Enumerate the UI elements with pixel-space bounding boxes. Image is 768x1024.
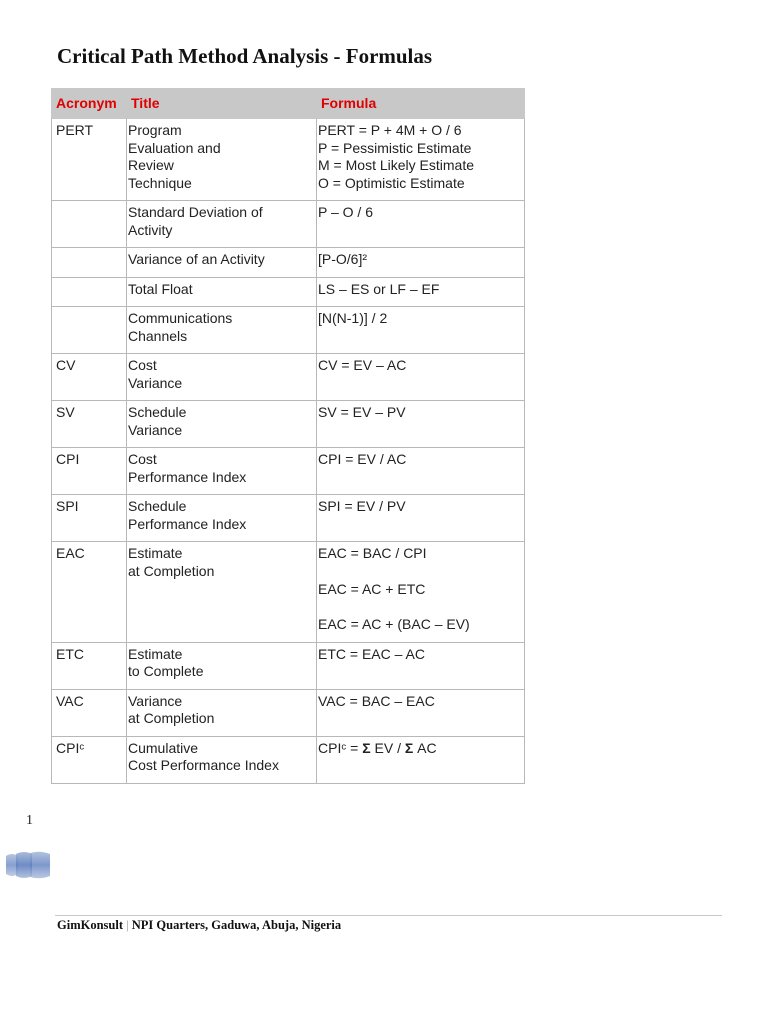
header-acronym: Acronym — [52, 89, 127, 119]
cell-acronym: CPI — [52, 448, 127, 495]
formula-line: EAC = AC + ETC — [318, 580, 426, 597]
title-line: Technique — [128, 174, 192, 191]
formula-line: P – O / 6 — [318, 204, 373, 220]
formula-line: LS – ES or LF – EF — [318, 280, 440, 297]
sigma-symbol: Σ — [362, 739, 371, 756]
table-row — [52, 495, 525, 542]
title-line: Review — [128, 157, 174, 173]
cell-formula — [317, 277, 525, 307]
cell-formula — [317, 401, 525, 448]
cell-formula — [317, 119, 525, 201]
formula-line: CPI = EV / AC — [318, 451, 407, 467]
table-row — [52, 642, 525, 689]
cell-title — [127, 401, 317, 448]
cell-acronym: CPIᶜ — [52, 736, 127, 783]
cell-formula — [317, 354, 525, 401]
table-header-row — [52, 89, 525, 119]
cell-acronym: PERT — [52, 119, 127, 201]
title-line: Performance Index — [128, 515, 247, 532]
formula-line: VAC = BAC – EAC — [318, 692, 435, 709]
title-line: Channels — [128, 327, 188, 344]
cell-formula — [317, 448, 525, 495]
title-line: Variance — [128, 421, 183, 438]
title-line: Variance of an Activity — [128, 251, 265, 267]
cell-title — [127, 542, 317, 643]
title-line: Cost Performance Index — [128, 757, 279, 773]
cell-title — [127, 119, 317, 201]
title-line: to Complete — [128, 663, 204, 679]
cell-title — [127, 307, 317, 354]
cell-title — [127, 201, 317, 248]
cell-formula — [317, 248, 525, 278]
footer-address: NPI Quarters, Gaduwa, Abuja, Nigeria — [131, 918, 342, 932]
title-line: Program — [128, 122, 182, 138]
cell-title — [127, 495, 317, 542]
title-line: Cost — [128, 451, 157, 467]
formula-spacer — [318, 563, 520, 581]
footer-divider — [55, 915, 722, 916]
formula-line: CV = EV – AC — [318, 357, 407, 373]
title-line: at Completion — [128, 710, 215, 726]
formula-line: [N(N-1)] / 2 — [318, 310, 388, 326]
table-row — [52, 201, 525, 248]
formula-line: SPI = EV / PV — [318, 498, 406, 514]
cell-title — [127, 689, 317, 736]
formula-part: EV / — [370, 739, 405, 756]
cell-formula — [317, 542, 525, 643]
cell-formula — [317, 736, 525, 783]
header-title: Title — [127, 89, 317, 119]
cell-acronym — [52, 201, 127, 248]
formula-line — [318, 740, 520, 758]
cell-acronym: ETC — [52, 642, 127, 689]
table-row — [52, 542, 525, 643]
title-line: Total Float — [128, 280, 193, 297]
title-line: Evaluation and — [128, 139, 221, 156]
formula-line: [P-O/6]² — [318, 251, 368, 267]
table-row — [52, 401, 525, 448]
formula-line: SV = EV – PV — [318, 404, 406, 420]
page-title: Critical Path Method Analysis - Formulas — [57, 44, 433, 68]
cell-acronym — [52, 307, 127, 354]
cell-formula — [317, 642, 525, 689]
title-line: Activity — [128, 221, 173, 238]
title-line: Performance Index — [128, 468, 247, 485]
table-row — [52, 119, 525, 201]
formula-spacer — [318, 598, 520, 616]
formula-line: M = Most Likely Estimate — [318, 157, 474, 173]
title-line: Estimate — [128, 645, 183, 662]
table-row — [52, 307, 525, 354]
table-row — [52, 736, 525, 783]
title-line: at Completion — [128, 562, 215, 579]
title-line: Standard Deviation of — [128, 204, 263, 220]
cell-acronym — [52, 277, 127, 307]
header-formula: Formula — [317, 89, 525, 119]
cell-acronym: EAC — [52, 542, 127, 643]
formulas-table — [51, 88, 525, 784]
formula-line: P = Pessimistic Estimate — [318, 139, 472, 156]
formula-part: AC — [413, 739, 437, 756]
title-line: Communications — [128, 310, 233, 326]
cell-title — [127, 642, 317, 689]
cell-acronym: CV — [52, 354, 127, 401]
title-line: Schedule — [128, 498, 187, 514]
formula-line: EAC = BAC / CPI — [318, 545, 427, 561]
cell-formula — [317, 689, 525, 736]
footer-company: GimKonsult — [57, 918, 123, 932]
table-body — [52, 119, 525, 784]
cell-formula — [317, 495, 525, 542]
cell-title — [127, 277, 317, 307]
cell-acronym: VAC — [52, 689, 127, 736]
table-row — [52, 448, 525, 495]
company-logo-icon — [4, 850, 52, 880]
formula-line: ETC = EAC – AC — [318, 645, 425, 662]
formula-part: CPIᶜ = — [318, 739, 363, 756]
formula-line: O = Optimistic Estimate — [318, 174, 465, 191]
sigma-symbol: Σ — [404, 739, 414, 756]
cell-acronym — [52, 248, 127, 278]
cell-acronym: SPI — [52, 495, 127, 542]
title-line: Cost — [128, 357, 157, 373]
title-line: Cumulative — [128, 739, 199, 756]
title-line: Variance — [128, 692, 183, 709]
footer-separator: | — [126, 918, 129, 932]
cell-formula — [317, 307, 525, 354]
footer — [57, 918, 341, 933]
table-row — [52, 354, 525, 401]
page-number: 1 — [26, 813, 33, 828]
title-line: Variance — [128, 374, 183, 391]
cell-title — [127, 736, 317, 783]
cell-title — [127, 354, 317, 401]
formula-line: PERT = P + 4M + O / 6 — [318, 122, 462, 138]
table-row — [52, 689, 525, 736]
table-row — [52, 248, 525, 278]
cell-acronym: SV — [52, 401, 127, 448]
cell-title — [127, 448, 317, 495]
cell-title — [127, 248, 317, 278]
formula-line: EAC = AC + (BAC – EV) — [318, 616, 470, 632]
title-line: Schedule — [128, 404, 187, 420]
title-line: Estimate — [128, 545, 183, 561]
table-row — [52, 277, 525, 307]
cell-formula — [317, 201, 525, 248]
